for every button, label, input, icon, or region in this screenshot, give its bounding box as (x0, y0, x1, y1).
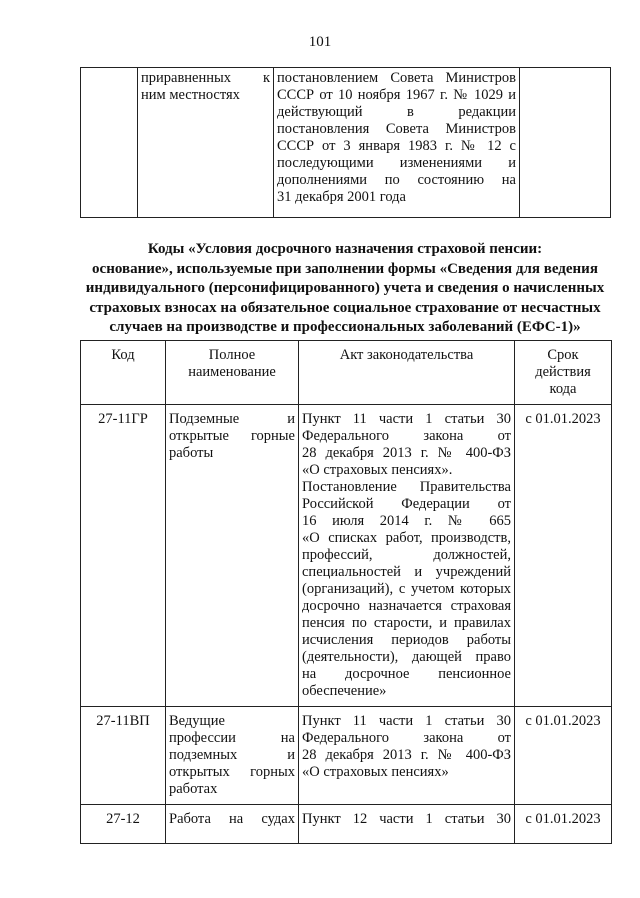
act-line: последующими изменениями и (277, 155, 516, 171)
name-cell (166, 405, 299, 707)
term-cell: с 01.01.2023 (515, 405, 612, 707)
header-name-line: наименование (188, 364, 276, 380)
term-cell (520, 68, 611, 218)
act-line: действующий в редакции (277, 104, 516, 120)
act-line: постановления Совета Министров (277, 121, 516, 137)
act-cell (299, 707, 515, 805)
act-line: 28 декабря 2013 г. № 400-ФЗ (302, 747, 511, 763)
page-number: 101 (308, 34, 332, 50)
act-line: Пункт 12 части 1 статьи 30 (302, 811, 511, 827)
header-name-line: Полное (208, 347, 256, 363)
act-cell (299, 805, 515, 844)
act-line: пенсия по старости, и правилах (302, 615, 511, 631)
table-row (81, 805, 612, 844)
header-term-line: кода (549, 381, 577, 397)
act-line: постановлением Совета Министров (277, 70, 516, 86)
act-line: 31 декабря 2001 года (277, 189, 406, 205)
continued-table (80, 67, 611, 218)
act-line: Российской Федерации от (302, 496, 511, 512)
name-line: работах (169, 781, 218, 797)
act-line: Федерального закона от (302, 730, 511, 746)
name-line: профессии на (169, 730, 295, 746)
act-cell (274, 68, 520, 218)
header-term (515, 341, 612, 405)
act-line: Федерального закона от (302, 428, 511, 444)
header-name (166, 341, 299, 405)
act-line: Пункт 11 части 1 статьи 30 (302, 713, 511, 729)
header-code: Код (81, 341, 166, 405)
act-line: Постановление Правительства (302, 479, 511, 495)
code-cell: 27-11ГР (81, 405, 166, 707)
act-line: на досрочное пенсионное (302, 666, 511, 682)
name-line: подземных и (169, 747, 295, 763)
act-line: специальностей и учреждений (302, 564, 511, 580)
act-line: «О страховых пенсиях». (302, 462, 453, 478)
codes-table (80, 340, 612, 844)
name-line: Работа на судах (169, 811, 295, 827)
name-line: Подземные и (169, 411, 295, 427)
act-cell (299, 405, 515, 707)
act-line: СССР от 3 января 1983 г. № 12 с (277, 138, 516, 154)
act-line: обеспечение» (302, 683, 387, 699)
table-row (81, 707, 612, 805)
name-line: ним местностях (141, 87, 240, 103)
name-cell (166, 805, 299, 844)
act-line: «О страховых пенсиях» (302, 764, 449, 780)
act-line: СССР от 10 ноября 1967 г. № 1029 и (277, 87, 516, 103)
title-line: основание», используемые при заполнении формы «Сведения для ведения (92, 260, 598, 277)
title-line: Коды «Условия досрочного назначения страховой пенсии: (147, 241, 543, 257)
term-cell: с 01.01.2023 (515, 805, 612, 844)
header-term-line: действия (535, 364, 591, 380)
name-line: работы (169, 445, 214, 461)
code-cell (81, 68, 138, 218)
code-cell: 27-11ВП (81, 707, 166, 805)
code-cell: 27-12 (81, 805, 166, 844)
name-cell (166, 707, 299, 805)
title-line: индивидуального (персонифицированного) учета и сведения о начисленных (85, 280, 605, 296)
name-cell (138, 68, 274, 218)
name-line: открытые горные (169, 428, 295, 444)
section-title (78, 240, 612, 338)
header-act: Акт законодательства (299, 341, 515, 405)
act-line: (деятельности), дающей право (302, 649, 511, 665)
name-line: открытых горных (169, 764, 295, 780)
act-line: профессий, должностей, (302, 547, 511, 563)
act-line: 28 декабря 2013 г. № 400-ФЗ (302, 445, 511, 461)
act-line: (организаций), с учетом которых (302, 581, 511, 597)
act-line: досрочно назначается страховая (302, 598, 511, 614)
header-row (81, 341, 612, 405)
act-line: дополнениями по состоянию на (277, 172, 516, 188)
act-line: «О списках работ, производств, (302, 530, 511, 546)
act-line: 16 июля 2014 г. № 665 (302, 513, 511, 529)
name-line: Ведущие (169, 713, 225, 729)
header-term-line: Срок (547, 347, 579, 363)
title-line: страховых взносах на обязательное социальное страхование от несчастных (89, 299, 601, 316)
term-cell: с 01.01.2023 (515, 707, 612, 805)
table-row (81, 68, 611, 218)
name-line: приравненных к (141, 70, 270, 86)
act-line: исчисления периодов работы (302, 632, 511, 648)
table-row (81, 405, 612, 707)
title-line: случаев на производстве и профессиональных заболеваний (ЕФС-1)» (109, 319, 581, 335)
act-line: Пункт 11 части 1 статьи 30 (302, 411, 511, 427)
